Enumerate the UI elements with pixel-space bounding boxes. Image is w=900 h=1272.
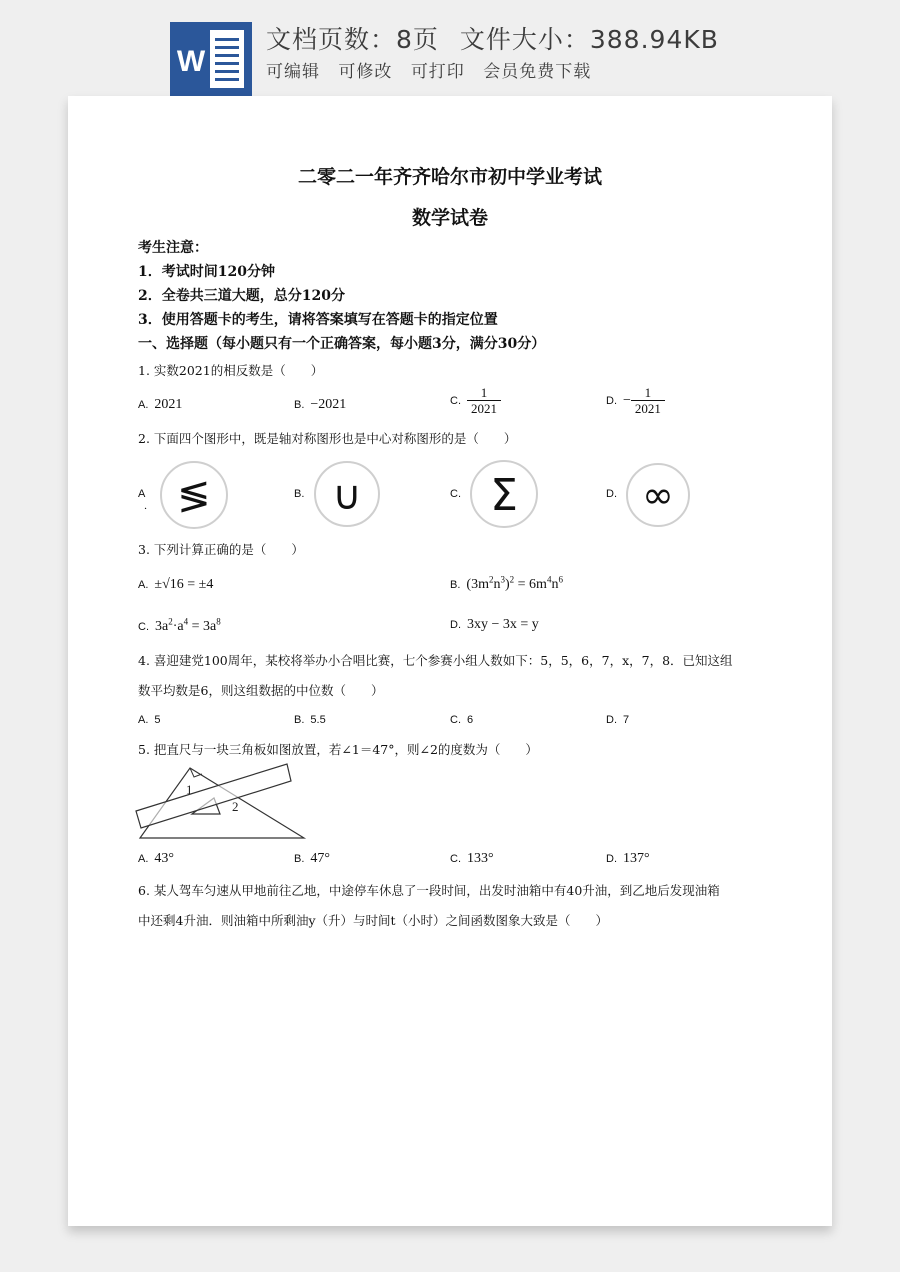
angle-2-label: 2 — [232, 799, 239, 814]
feature-printable: 可打印 — [410, 62, 465, 82]
question-5-stem: 5. 把直尺与一块三角板如图放置，若∠1＝47°，则∠2的度数为（ ） — [138, 742, 538, 757]
q3-option-d: D. 3xy − 3x = y — [450, 617, 539, 632]
exam-subtitle: 数学试卷 — [411, 207, 488, 229]
option-label: B. — [294, 399, 305, 411]
q2-option-d-label: D. — [606, 488, 617, 500]
q4-option-a: A. 5 — [138, 714, 161, 726]
word-document-icon — [170, 22, 252, 96]
feature-editable: 可编辑 — [266, 62, 320, 82]
q3-option-c: C. $3a^2\cdot a^4 = 3a^8$ — [138, 616, 221, 634]
option-label: C. — [450, 395, 461, 407]
svg-text:∞: ∞ — [642, 473, 674, 517]
question-2-stem: 2. 下面四个图形中，既是轴对称图形也是中心对称图形的是（ ） — [138, 431, 517, 446]
exam-title: 二零二一年齐齐哈尔市初中学业考试 — [297, 166, 602, 188]
svg-text:≶: ≶ — [177, 473, 211, 519]
notice-item: 2．全卷共三道大题，总分120分 — [138, 288, 345, 304]
question-4-stem-line2: 数平均数是6，则这组数据的中位数（ ） — [138, 683, 384, 698]
option-label: A. — [138, 579, 149, 591]
fraction: $\frac{1}{2021}$ — [631, 385, 665, 416]
document-info-banner — [0, 0, 900, 96]
q3-option-a: A. ±√16 = ±4 — [138, 577, 214, 592]
q1-option-a: A. 2021 — [138, 397, 183, 412]
q2-option-b-label: B. — [294, 488, 305, 500]
fraction: $\frac{1}{2021}$ — [467, 385, 501, 416]
q4-option-c: C. 6 — [450, 714, 474, 726]
file-size: 文件大小：388.94KB — [459, 25, 719, 54]
section-heading: 一、选择题（每小题只有一个正确答案，每小题3分，满分30分） — [138, 336, 546, 352]
question-1-stem: 1. 实数2021的相反数是（ ） — [138, 363, 324, 378]
q4-option-b: B. 5.5 — [294, 714, 326, 726]
option-label: A. — [138, 399, 149, 411]
q2-option-c-label: C. — [450, 488, 461, 500]
notice-item: 1．考试时间120分钟 — [138, 264, 275, 280]
option-label: C. — [138, 620, 149, 633]
symbol-infinity-circle — [624, 461, 692, 529]
svg-text:Σ: Σ — [490, 470, 518, 521]
q5-option-a: A. 43° — [138, 851, 175, 866]
document-meta-line — [266, 20, 731, 56]
symbol-less-greater-circle — [158, 459, 230, 531]
q5-option-c: C. 133° — [450, 851, 494, 866]
question-6-stem-line2: 中还剩4升油．则油箱中所剩油y（升）与时间t（小时）之间函数图象大致是（ ） — [138, 913, 609, 928]
symbol-sigma-circle — [468, 458, 540, 530]
feature-free-download: 会员免费下载 — [483, 62, 592, 82]
q2-option-a-label: A — [138, 488, 146, 500]
q5-option-d: D. 137° — [606, 851, 650, 866]
question-3-stem: 3. 下列计算正确的是（ ） — [138, 542, 304, 557]
notice-item: 3．使用答题卡的考生，请将答案填写在答题卡的指定位置 — [138, 312, 498, 328]
notice-heading: 考生注意： — [138, 240, 208, 256]
q1-option-d: D. − $\frac{1}{2021}$ — [606, 385, 665, 416]
svg-text:∪: ∪ — [332, 473, 362, 519]
q2-option-a-dot: ． — [144, 501, 154, 512]
q1-option-c — [450, 385, 501, 416]
option-label: D. — [606, 395, 617, 407]
symbol-union-circle — [312, 459, 382, 529]
page-count: 文档页数：8页 — [266, 25, 439, 54]
feature-modifiable: 可修改 — [338, 62, 393, 82]
question-4-stem-line1: 4. 喜迎建党100周年，某校将举办小合唱比赛，七个参赛小组人数如下：5，5，6，7，x，7，8．已知这组 — [138, 653, 733, 668]
option-label: D. — [450, 619, 461, 631]
word-logo-letter: W — [176, 45, 206, 78]
option-label: B. — [450, 578, 461, 591]
q4-option-d: D. 7 — [606, 714, 630, 726]
angle-1-label: 1 — [186, 782, 193, 797]
question-6-stem-line1: 6. 某人驾车匀速从甲地前往乙地，中途停车休息了一段时间，出发时油箱中有40升油，到乙地后发现油箱 — [138, 883, 720, 898]
document-page — [68, 96, 832, 1226]
q1-option-b: B. −2021 — [294, 397, 347, 412]
q5-option-b: B. 47° — [294, 851, 331, 866]
ruler-triangle-figure — [134, 761, 314, 846]
document-features — [266, 57, 603, 82]
q3-option-b: B. $(3m^2n^3)^2 = 6m^4n^6$ — [450, 574, 563, 592]
